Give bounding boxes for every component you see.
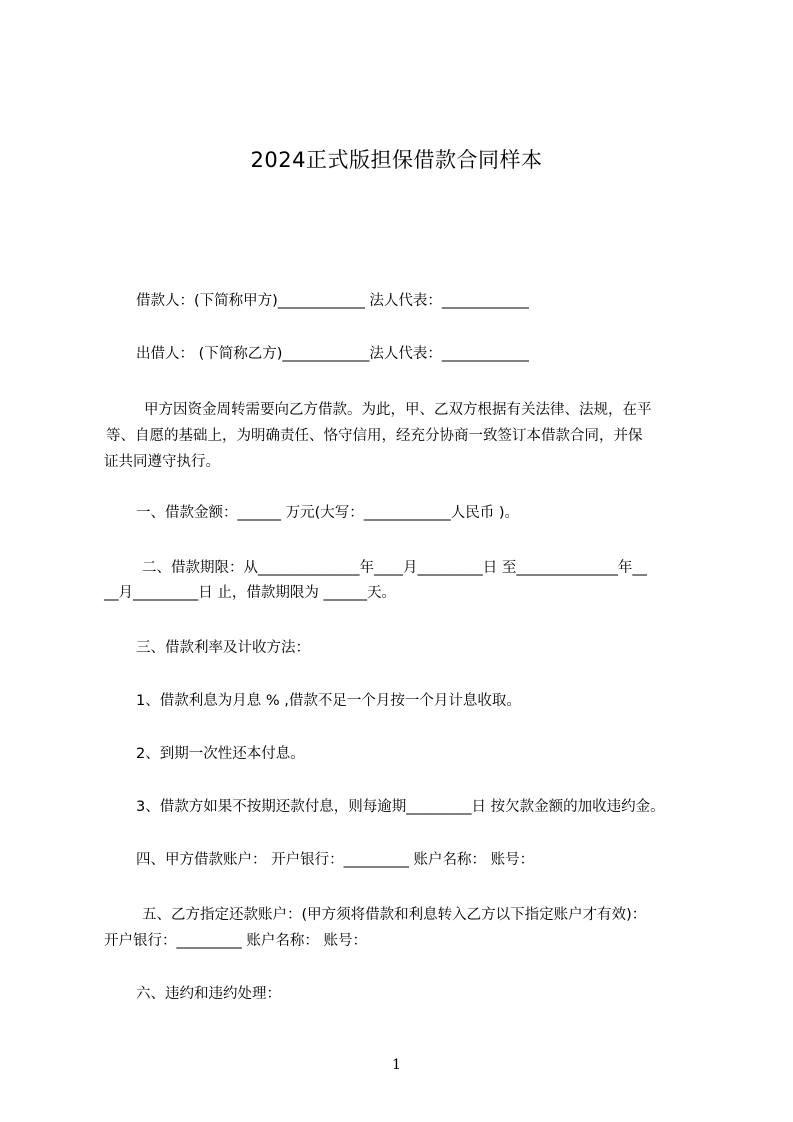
clause-4-borrower-account: 四、甲方借款账户： 开户银行：_________ 账户名称： 账号：: [136, 852, 535, 868]
clause-3-item-3: 3、借款方如果不按期还款付息，则每逾期_________日 按欠款金额的加收违约金。: [136, 799, 665, 815]
clause-3-item-1: 1、借款利息为月息 % ,借款不足一个月按一个月计息收取。: [136, 693, 521, 709]
clause-1-amount: 一、借款金额：______ 万元(大写：____________人民币 )。: [136, 505, 520, 521]
clause-5-repayment-account-line-2: 开户银行：_________ 账户名称： 账号：: [104, 933, 367, 949]
clause-6-heading: 六、违约和违约处理：: [136, 986, 281, 1002]
lender-line: 出借人： (下简称乙方)____________法人代表：____________: [136, 346, 529, 362]
clause-3-item-2: 2、到期一次性还本付息。: [136, 746, 305, 762]
intro-paragraph-line-1: 甲方因资金周转需要向乙方借款。为此，甲、乙双方根据有关法律、法规，在平: [144, 402, 652, 418]
clause-3-heading: 三、借款利率及计收方法：: [136, 640, 310, 656]
page-number: 1: [392, 1057, 401, 1073]
document-title: 2024正式版担保借款合同样本: [250, 148, 543, 172]
intro-paragraph-line-3: 证共同遵守执行。: [104, 454, 220, 470]
borrower-line: 借款人：(下简称甲方)____________ 法人代表：____________: [136, 293, 529, 309]
clause-5-repayment-account-line-1: 五、乙方指定还款账户：(甲方须将借款和利息转入乙方以下指定账户才有效)：: [142, 907, 647, 923]
intro-paragraph-line-2: 等、自愿的基础上，为明确责任、恪守信用，经充分协商一致签订本借款合同，并保: [106, 428, 643, 444]
clause-2-term-line-1: 二、借款期限：从______________年____月_________日 至______________年__: [142, 560, 647, 576]
clause-2-term-line-2: __月_________日 止，借款期限为 ______天。: [104, 585, 396, 601]
